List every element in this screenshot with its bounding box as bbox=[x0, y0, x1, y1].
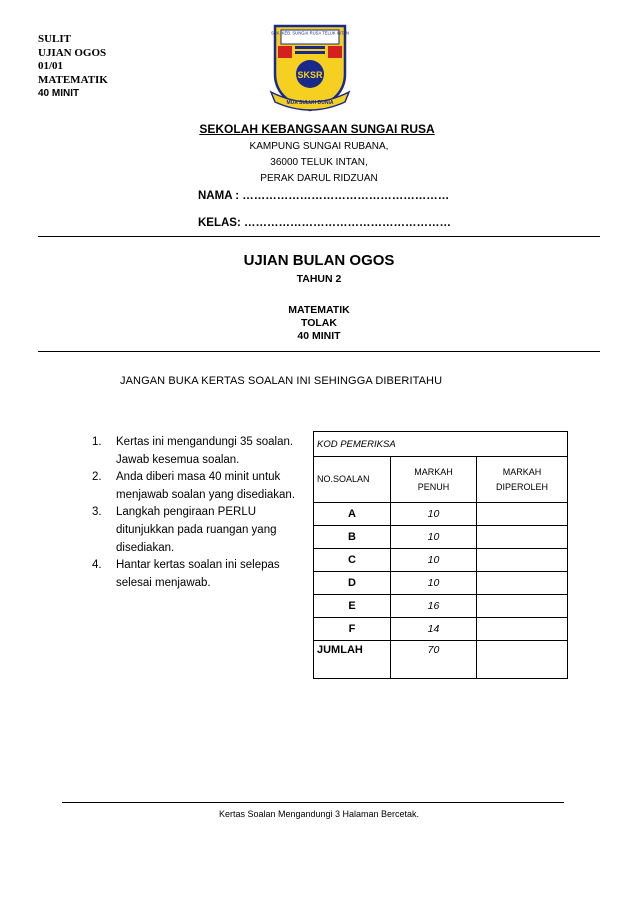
school-address-line1: KAMPUNG SUNGAI RUBANA, bbox=[249, 141, 389, 152]
divider-bottom bbox=[38, 351, 600, 352]
total-full-mark: 70 bbox=[391, 641, 477, 679]
instruction-text: Langkah pengiraan PERLU ditunjukkan pada ruangan yang disediakan. bbox=[116, 506, 277, 554]
col-header-full-marks: MARKAH PENUH bbox=[391, 457, 477, 503]
col-header-question: NO.SOALAN bbox=[314, 457, 391, 503]
table-row bbox=[314, 572, 568, 595]
class-field: KELAS: ……………………………………………… bbox=[198, 217, 451, 229]
obtained-mark bbox=[477, 526, 568, 549]
instruction-text: Anda diberi masa 40 minit untuk menjawab soalan yang disediakan. bbox=[116, 471, 296, 501]
school-crest-icon bbox=[265, 22, 355, 114]
instruction-text: Kertas ini mengandungi 35 soalan. Jawab kesemua soalan. bbox=[116, 436, 294, 466]
instruction-item bbox=[92, 504, 297, 557]
table-row bbox=[314, 526, 568, 549]
total-row bbox=[314, 641, 568, 679]
instruction-number: 4. bbox=[92, 559, 102, 572]
examiner-code-label: KOD PEMERIKSA bbox=[314, 432, 568, 457]
divider-top bbox=[38, 236, 600, 237]
paper-identifiers bbox=[38, 33, 108, 101]
col-header-marks-obtained: MARKAH DIPEROLEH bbox=[477, 457, 568, 503]
footer-divider bbox=[62, 802, 564, 803]
instruction-item bbox=[92, 469, 297, 504]
total-obtained-mark bbox=[477, 641, 568, 679]
full-mark: 10 bbox=[391, 526, 477, 549]
school-address-line2: 36000 TELUK INTAN, bbox=[270, 157, 368, 168]
exam-topic: TOLAK bbox=[301, 317, 337, 329]
obtained-mark bbox=[477, 503, 568, 526]
subject-label: MATEMATIK bbox=[38, 73, 108, 86]
crest-motto: MUA SULUH DUNIA bbox=[286, 100, 334, 106]
full-mark: 10 bbox=[391, 572, 477, 595]
crest-monogram: SKSR bbox=[297, 70, 323, 80]
paper-code: 01/01 bbox=[38, 60, 64, 72]
exam-subject: MATEMATIK bbox=[288, 304, 350, 316]
total-label: JUMLAH bbox=[314, 641, 391, 679]
name-field: NAMA : ……………………………………………… bbox=[198, 190, 450, 202]
crest-banner-text: SEK. KEB. SUNGAI RUSA TELUK INTAN bbox=[270, 30, 350, 36]
school-name: SEKOLAH KEBANGSAAN SUNGAI RUSA bbox=[199, 122, 435, 136]
marks-table bbox=[313, 431, 568, 679]
exam-label: UJIAN OGOS bbox=[38, 46, 107, 59]
question-code: D bbox=[314, 572, 391, 595]
obtained-mark bbox=[477, 572, 568, 595]
exam-subject-block bbox=[0, 304, 638, 343]
instruction-text: Hantar kertas soalan ini selepas selesai menjawab. bbox=[116, 559, 280, 589]
instruction-number: 3. bbox=[92, 506, 102, 519]
school-address-line3: PERAK DARUL RIDZUAN bbox=[260, 173, 378, 184]
duration-label: 40 MINIT bbox=[38, 88, 80, 99]
obtained-mark bbox=[477, 618, 568, 641]
instruction-number: 1. bbox=[92, 436, 102, 448]
classification-label: SULIT bbox=[38, 33, 72, 45]
instruction-list bbox=[92, 434, 297, 592]
table-row bbox=[314, 549, 568, 572]
warning-text: JANGAN BUKA KERTAS SOALAN INI SEHINGGA DIBERITAHU bbox=[120, 375, 443, 387]
table-row bbox=[314, 618, 568, 641]
page-count-note: Kertas Soalan Mengandungi 3 Halaman Bercetak. bbox=[218, 809, 420, 819]
question-code: C bbox=[314, 549, 391, 572]
question-code: F bbox=[314, 618, 391, 641]
full-mark: 10 bbox=[391, 549, 477, 572]
obtained-mark bbox=[477, 595, 568, 618]
exam-duration: 40 MINIT bbox=[297, 330, 341, 342]
table-row bbox=[314, 595, 568, 618]
table-row bbox=[314, 503, 568, 526]
instruction-number: 2. bbox=[92, 471, 102, 484]
full-mark: 16 bbox=[391, 595, 477, 618]
obtained-mark bbox=[477, 549, 568, 572]
instruction-item bbox=[92, 557, 297, 592]
question-code: B bbox=[314, 526, 391, 549]
instruction-item bbox=[92, 434, 297, 469]
exam-title: UJIAN BULAN OGOS bbox=[243, 252, 395, 269]
full-mark: 14 bbox=[391, 618, 477, 641]
question-code: A bbox=[314, 503, 391, 526]
exam-year: TAHUN 2 bbox=[296, 273, 342, 285]
full-mark: 10 bbox=[391, 503, 477, 526]
question-code: E bbox=[314, 595, 391, 618]
